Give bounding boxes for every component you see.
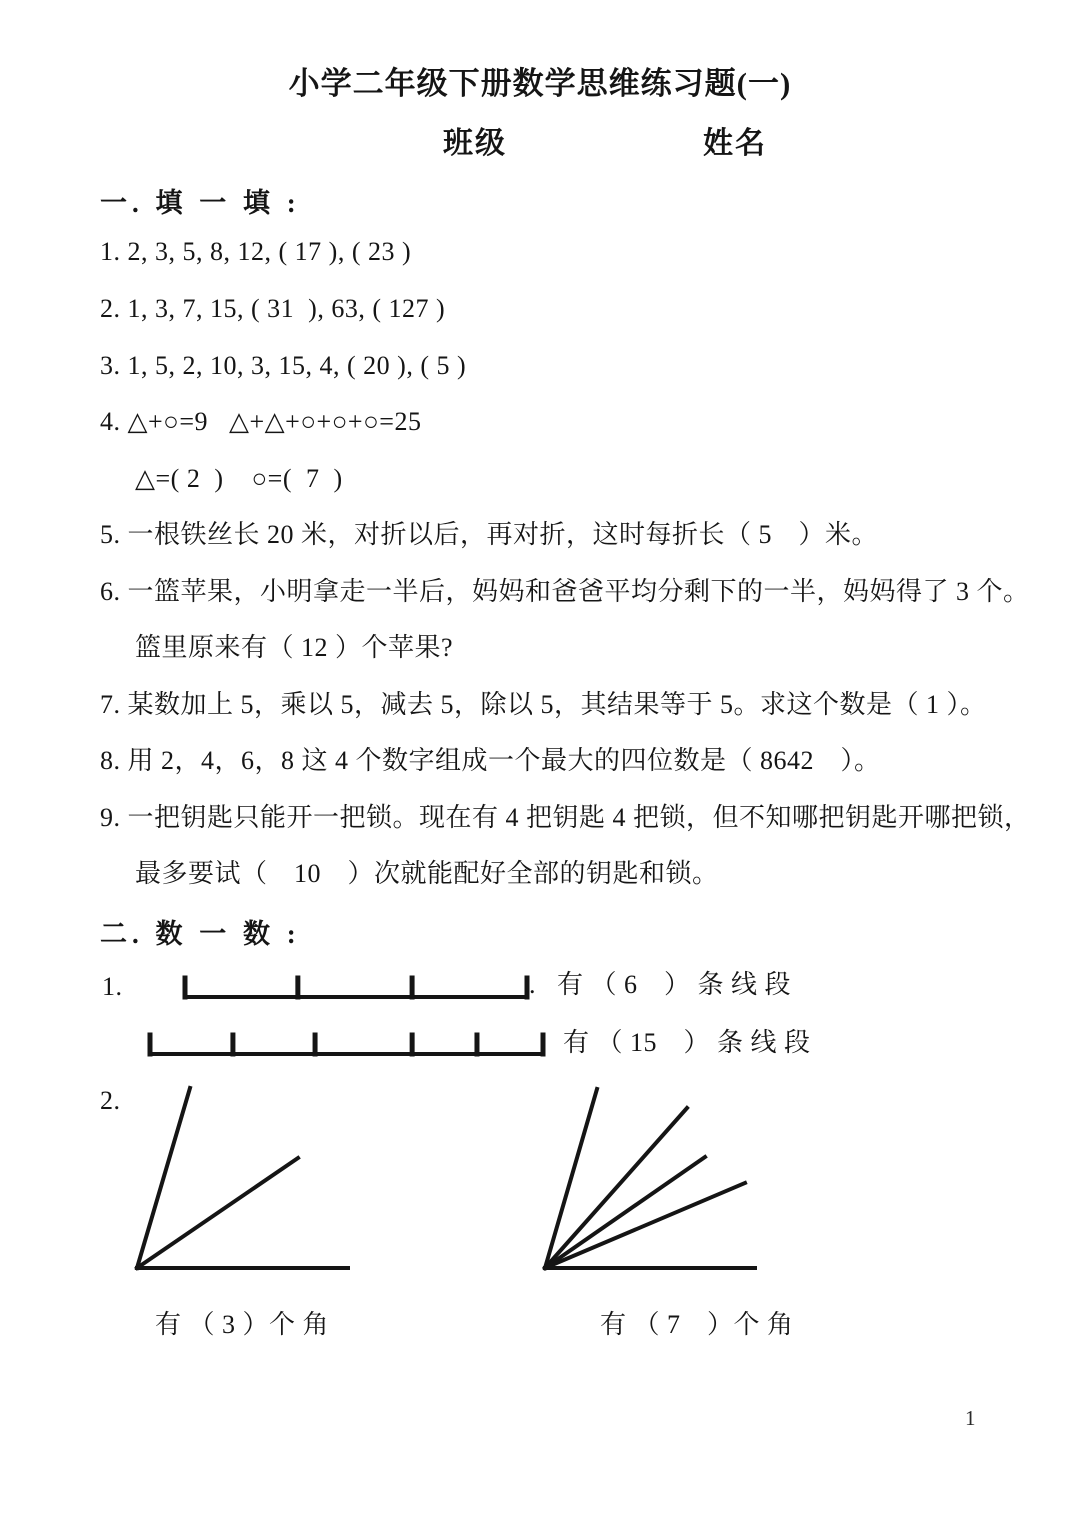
page-number: 1: [965, 1406, 976, 1430]
problem-8-line: 8. 用 2，4，6，8 这 4 个数字组成一个最大的四位数是（ 8642 ）。: [100, 746, 881, 775]
problem-3-line: 3. 1, 5, 2, 10, 3, 15, 4, ( 20 ), ( 5 ): [100, 351, 467, 380]
angle-count-answer-right: 有 （ 7 ）个 角: [600, 1310, 794, 1339]
name-label: 姓名: [703, 127, 767, 160]
problem-1-line: 1. 2, 3, 5, 8, 12, ( 17 ), ( 23 ): [100, 237, 412, 266]
problem-6-continuation-line: 篮里原来有（ 12 ）个苹果?: [135, 633, 454, 662]
problem-5-line: 5. 一根铁丝长 20 米，对折以后，再对折，这时每折长（ 5 ）米。: [100, 520, 879, 549]
problem-4-line: 4. △+○=9 △+△+○+○+○=25: [100, 407, 422, 436]
problem-6-line: 6. 一篮苹果，小明拿走一半后，妈妈和爸爸平均分剩下的一半，妈妈得了 3 个。: [100, 577, 1030, 606]
segment-count-answer-1: . 有 （ 6 ） 条 线 段: [529, 970, 792, 999]
problem-9-line: 9. 一把钥匙只能开一把锁。现在有 4 把钥匙 4 把锁，但不知哪把钥匙开哪把锁，: [100, 803, 1031, 832]
page-title: 小学二年级下册数学思维练习题(一): [288, 66, 792, 101]
segment-count-answer-2: 有 （ 15 ） 条 线 段: [563, 1028, 811, 1057]
problem-2-line: 2. 1, 3, 7, 15, ( 31 ), 63, ( 127 ): [100, 294, 446, 323]
section-one-heading: 一. 填 一 填 :: [100, 188, 301, 218]
angle-count-answer-left: 有 （ 3 ）个 角: [155, 1310, 330, 1339]
problem-7-line: 7. 某数加上 5，乘以 5，减去 5，除以 5，其结果等于 5。求这个数是（ 1 ）。: [100, 690, 987, 719]
class-label: 班级: [443, 127, 507, 160]
section-two-heading: 二. 数 一 数 :: [100, 919, 301, 949]
problem-4-answer-line: △=( 2 ) ○=( 7 ): [135, 464, 343, 493]
problem-9-continuation-line: 最多要试（ 10 ）次就能配好全部的钥匙和锁。: [135, 859, 719, 888]
count-item-2-number: 2.: [100, 1086, 121, 1115]
count-item-1-number: 1.: [102, 972, 123, 1001]
